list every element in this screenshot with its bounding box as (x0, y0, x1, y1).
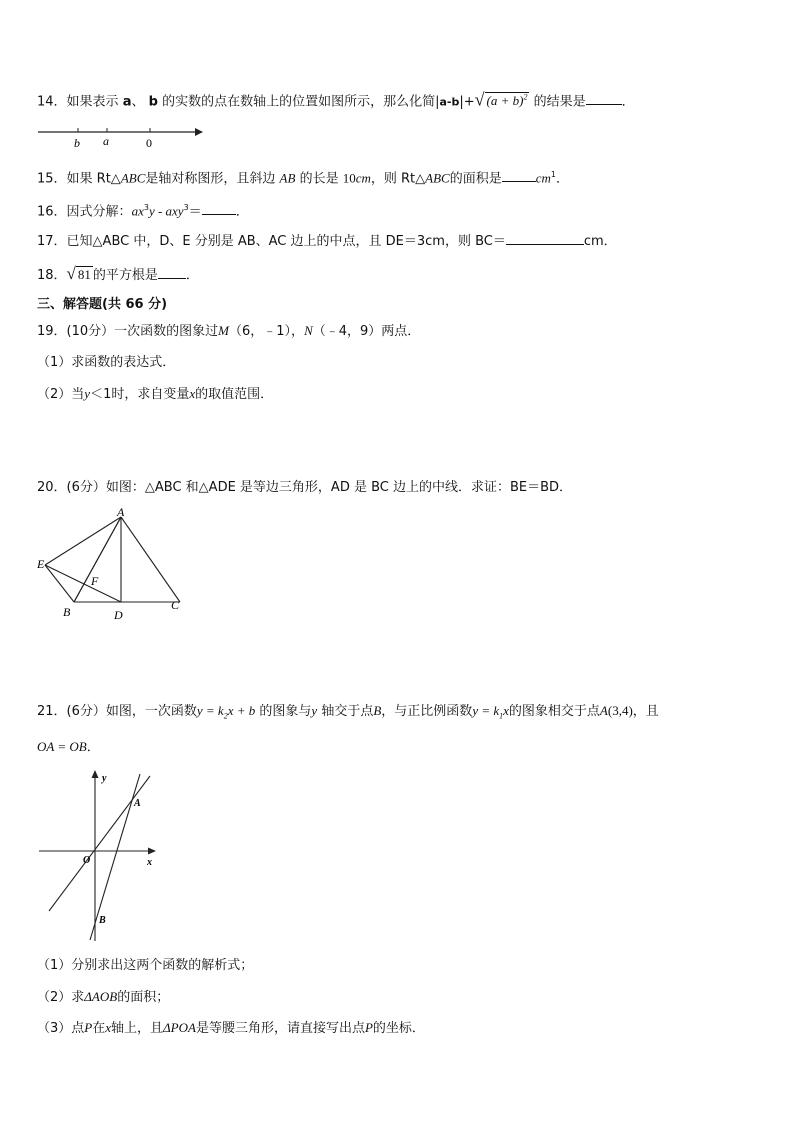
q21-condition-text: OA = OB (37, 739, 87, 754)
q14-sep: 、 (131, 94, 145, 110)
q15-abc: ABC (120, 170, 146, 186)
question-19 (37, 322, 420, 341)
number-line-label-0: 0 (146, 136, 152, 150)
q15-text-1: 如果 Rt△ (66, 171, 121, 187)
q21-func-1: y = k (196, 703, 224, 718)
q21-part-3-c: 轴上，且 (111, 1021, 164, 1036)
triangle-label-e: E (37, 557, 45, 571)
q14-root-inner: (a + b) (486, 93, 524, 109)
triangle-label-d: D (114, 608, 123, 622)
q18-end: ． (185, 268, 199, 283)
number-line-label-b: b (74, 136, 80, 150)
q19-point-n: N (304, 323, 313, 338)
question-17 (37, 230, 617, 251)
q14-text-3: |+ (459, 94, 475, 110)
q21-point-b: B (373, 703, 382, 718)
q15-abc-2: ABC (425, 170, 450, 186)
q21-part-1 (37, 957, 253, 975)
q21-a-coords: (3,4) (607, 703, 633, 718)
q21-condition (37, 738, 100, 757)
q14-root-exp: 2 (523, 93, 528, 102)
q16-end: ． (235, 204, 249, 220)
q21-part-2-a: （2）求 (37, 990, 85, 1005)
q15-unit-exp: 1 (550, 170, 556, 179)
q15-number: 15． (37, 171, 67, 187)
q21-point-p-2: P (364, 1020, 373, 1035)
q17-number: 17． (37, 234, 67, 249)
question-14 (37, 89, 635, 111)
q15-answer-blank[interactable] (502, 167, 536, 182)
q17-answer-blank[interactable] (506, 230, 584, 245)
q21-part-3 (37, 1019, 425, 1038)
q15-end: ． (556, 171, 570, 187)
q21-x-axis: x (105, 1020, 112, 1035)
q21-condition-end: ． (86, 740, 100, 755)
section-title: 三、解答题(共 66 分) (37, 297, 168, 312)
q21-func-2-rest: x (503, 703, 509, 718)
q21-func-2: y = k (472, 703, 500, 718)
triangle-figure (37, 503, 185, 625)
q14-ab: a-b (439, 95, 460, 109)
q21-part-2-b: 的面积； (117, 990, 170, 1005)
coordinate-figure (37, 768, 162, 944)
q19-m-coords: （6，﹣1）， (229, 324, 305, 339)
coord-label-a: A (134, 798, 141, 809)
q21-part-3-d: 是等腰三角形，请直接写出点 (195, 1021, 365, 1036)
q14-text-1: 如果表示 (66, 94, 119, 110)
q14-b: b (148, 94, 158, 110)
q14-answer-blank[interactable] (586, 90, 622, 105)
q19-var-x: x (189, 386, 196, 401)
triangle-label-b: B (63, 605, 71, 619)
q19-point-m: M (218, 323, 230, 338)
q15-ab: AB (279, 170, 296, 186)
q21-func-1-sub: 2 (223, 711, 228, 721)
q19-n-coords: （﹣4，9）两点． (312, 324, 421, 339)
q14-root (485, 92, 530, 108)
q19-var-y: y (84, 386, 91, 401)
question-20 (37, 479, 572, 497)
question-21 (37, 702, 659, 726)
q21-triangle-poa: ΔPOA (163, 1020, 196, 1035)
q20-number: 20． (37, 480, 67, 495)
question-16 (37, 199, 249, 221)
q14-end: ． (621, 94, 635, 110)
q21-part-3-e: 的坐标． (372, 1021, 425, 1036)
q21-point-a: A (599, 703, 608, 718)
q15-text-5: 的面积是 (449, 171, 502, 187)
q21-triangle-aob: ΔAOB (84, 989, 118, 1004)
q19-part-2 (37, 385, 273, 404)
q21-point-p: P (84, 1020, 93, 1035)
q15-length: 10 (342, 170, 356, 186)
q16-term-2-exp: 3 (183, 203, 189, 212)
q21-part-1-text: （1）分别求出这两个函数的解析式； (37, 958, 254, 973)
q17-end: cm． (583, 234, 617, 249)
radical-sign: √ (474, 89, 485, 110)
q21-y-axis: y (311, 703, 318, 718)
q16-term-1-exp: 3 (143, 203, 149, 212)
q21-func-2-sub: 1 (499, 711, 504, 721)
q21-text-6: ，且 (632, 704, 659, 719)
coord-label-b: B (99, 915, 106, 926)
q19-number: 19． (37, 324, 67, 339)
q18-number: 18． (37, 268, 67, 283)
number-line-figure (37, 124, 207, 150)
triangle-label-a: A (117, 505, 125, 519)
q18-radicand: 81 (77, 267, 91, 282)
q19-text: (10分）一次函数的图象过 (66, 324, 219, 339)
q14-text-4: 的结果是 (533, 94, 586, 110)
q14-a: a (122, 94, 132, 110)
q16-number: 16． (37, 204, 67, 220)
q21-text-1: (6分）如图，一次函数 (66, 704, 197, 719)
coord-label-o: O (83, 855, 91, 866)
q15-text-4: ，则 Rt△ (370, 171, 426, 187)
q17-text: 已知△ABC 中，D、E 分别是 AB、AC 边上的中点，且 DE＝3cm，则 BC＝ (66, 234, 506, 249)
q16-term-2: y - axy (148, 203, 184, 219)
q21-text-4: ，与正比例函数 (381, 704, 473, 719)
triangle-label-f: F (91, 574, 99, 588)
q14-number: 14． (37, 94, 67, 110)
q18-text: 的平方根是 (92, 268, 158, 283)
q21-part-3-b: 在 (92, 1021, 106, 1036)
triangle-label-c: C (171, 598, 180, 612)
q19-part-2-b: ＜1时，求自变量 (90, 387, 190, 402)
q14-text-2: 的实数的点在数轴上的位置如图所示，那么化简| (162, 94, 440, 110)
q16-equals: ＝ (188, 204, 202, 220)
q18-answer-blank[interactable] (158, 264, 186, 279)
q21-text-5: 的图象相交于点 (508, 704, 600, 719)
q15-unit: cm (535, 170, 551, 186)
section-heading (37, 296, 167, 314)
q19-part-1 (37, 354, 175, 372)
q21-part-2 (37, 988, 169, 1007)
question-18 (37, 264, 199, 285)
q18-radical-sign: √ (66, 264, 76, 283)
q20-text: (6分）如图：△ABC 和△ADE 是等边三角形，AD 是 BC 边上的中线．求证：BE＝BD． (66, 480, 573, 495)
coord-label-x: x (147, 857, 152, 868)
q16-text-1: 因式分解： (66, 204, 132, 220)
q16-answer-blank[interactable] (202, 200, 236, 215)
question-15 (37, 166, 569, 188)
number-line-label-a: a (103, 134, 109, 148)
q15-length-unit: cm (355, 170, 371, 186)
q16-term-1: ax (131, 203, 144, 219)
q19-part-1-text: （1）求函数的表达式． (37, 355, 176, 370)
q19-part-2-c: 的取值范围． (195, 387, 274, 402)
q21-text-3: 轴交于点 (321, 704, 374, 719)
q21-number: 21． (37, 704, 67, 719)
q21-part-3-a: （3）点 (37, 1021, 85, 1036)
q21-func-1-rest: x + b (227, 703, 256, 718)
coord-label-y: y (102, 773, 107, 784)
q15-text-2: 是轴对称图形，且斜边 (145, 171, 276, 187)
q21-text-2: 的图象与 (259, 704, 312, 719)
q19-part-2-a: （2）当 (37, 387, 85, 402)
q15-text-3: 的长是 (299, 171, 339, 187)
